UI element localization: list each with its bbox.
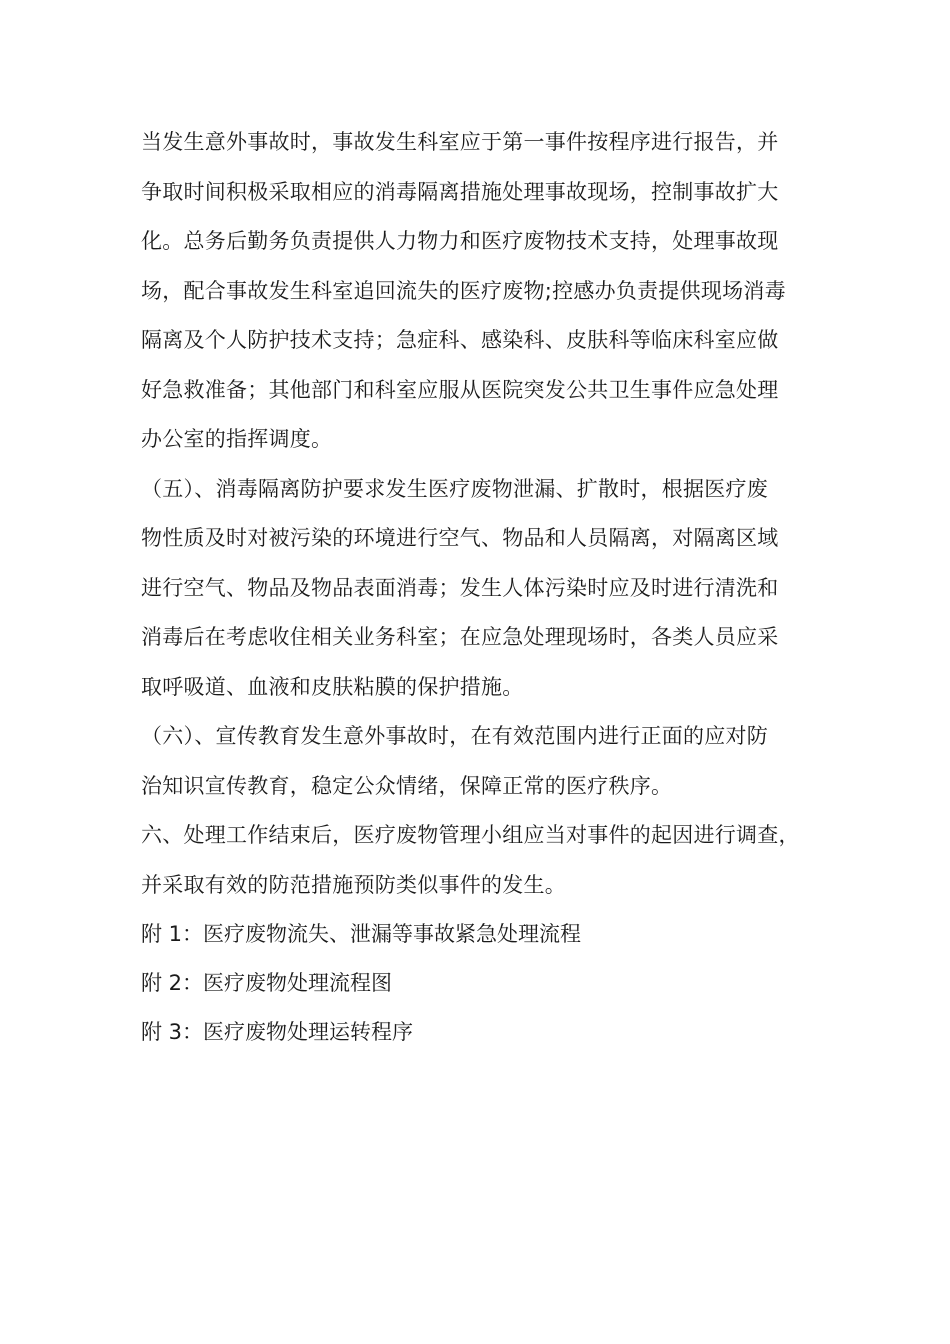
attachment-item-1: 附 1：医疗废物流失、泄漏等事故紧急处理流程	[141, 922, 582, 946]
paragraph-disinfection	[141, 465, 816, 713]
text-line: （六）、宣传教育发生意外事故时，在有效范围内进行正面的应对防	[141, 724, 768, 748]
attachment-item-2: 附 2：医疗废物处理流程图	[141, 971, 393, 995]
text-line: 隔离及个人防护技术支持；急症科、感染科、皮肤科等临床科室应做	[141, 328, 779, 352]
text-line: 取呼吸道、血液和皮肤粘膜的保护措施。	[141, 674, 524, 699]
text-line: 消毒后在考虑收住相关业务科室；在应急处理现场时，各类人员应采	[141, 625, 779, 649]
text-line: 物性质及时对被污染的环境进行空气、物品和人员隔离，对隔离区域	[141, 526, 779, 550]
text-line: 好急救准备；其他部门和科室应服从医院突发公共卫生事件应急处理	[141, 377, 779, 402]
document-body	[141, 118, 816, 1057]
attachment-list	[141, 910, 816, 1057]
text-line: 化。总务后勤务负责提供人力物力和医疗废物技术支持，处理事故现	[141, 229, 779, 253]
text-line: 进行空气、物品及物品表面消毒；发生人体污染时应及时进行清洗和	[141, 575, 779, 600]
paragraph-conclusion	[141, 811, 816, 910]
attachment-item-3: 附 3：医疗废物处理运转程序	[141, 1020, 414, 1044]
text-line: 办公室的指挥调度。	[141, 427, 333, 451]
text-line: 争取时间积极采取相应的消毒隔离措施处理事故现场，控制事故扩大	[141, 179, 779, 204]
paragraph-education	[141, 712, 816, 811]
text-line: 当发生意外事故时，事故发生科室应于第一事件按程序进行报告，并	[141, 130, 779, 154]
text-line: 并采取有效的防范措施预防类似事件的发生。	[141, 872, 566, 897]
paragraph-accident-report	[141, 118, 816, 465]
text-line: 治知识宣传教育，稳定公众情绪，保障正常的医疗秩序。	[141, 773, 673, 798]
text-line: 六、处理工作结束后，医疗废物管理小组应当对事件的起因进行调查，	[141, 823, 800, 847]
text-line: 场，配合事故发生科室追回流失的医疗废物;控感办负责提供现场消毒	[141, 278, 786, 303]
text-line: （五）、消毒隔离防护要求发生医疗废物泄漏、扩散时，根据医疗废	[141, 476, 768, 501]
